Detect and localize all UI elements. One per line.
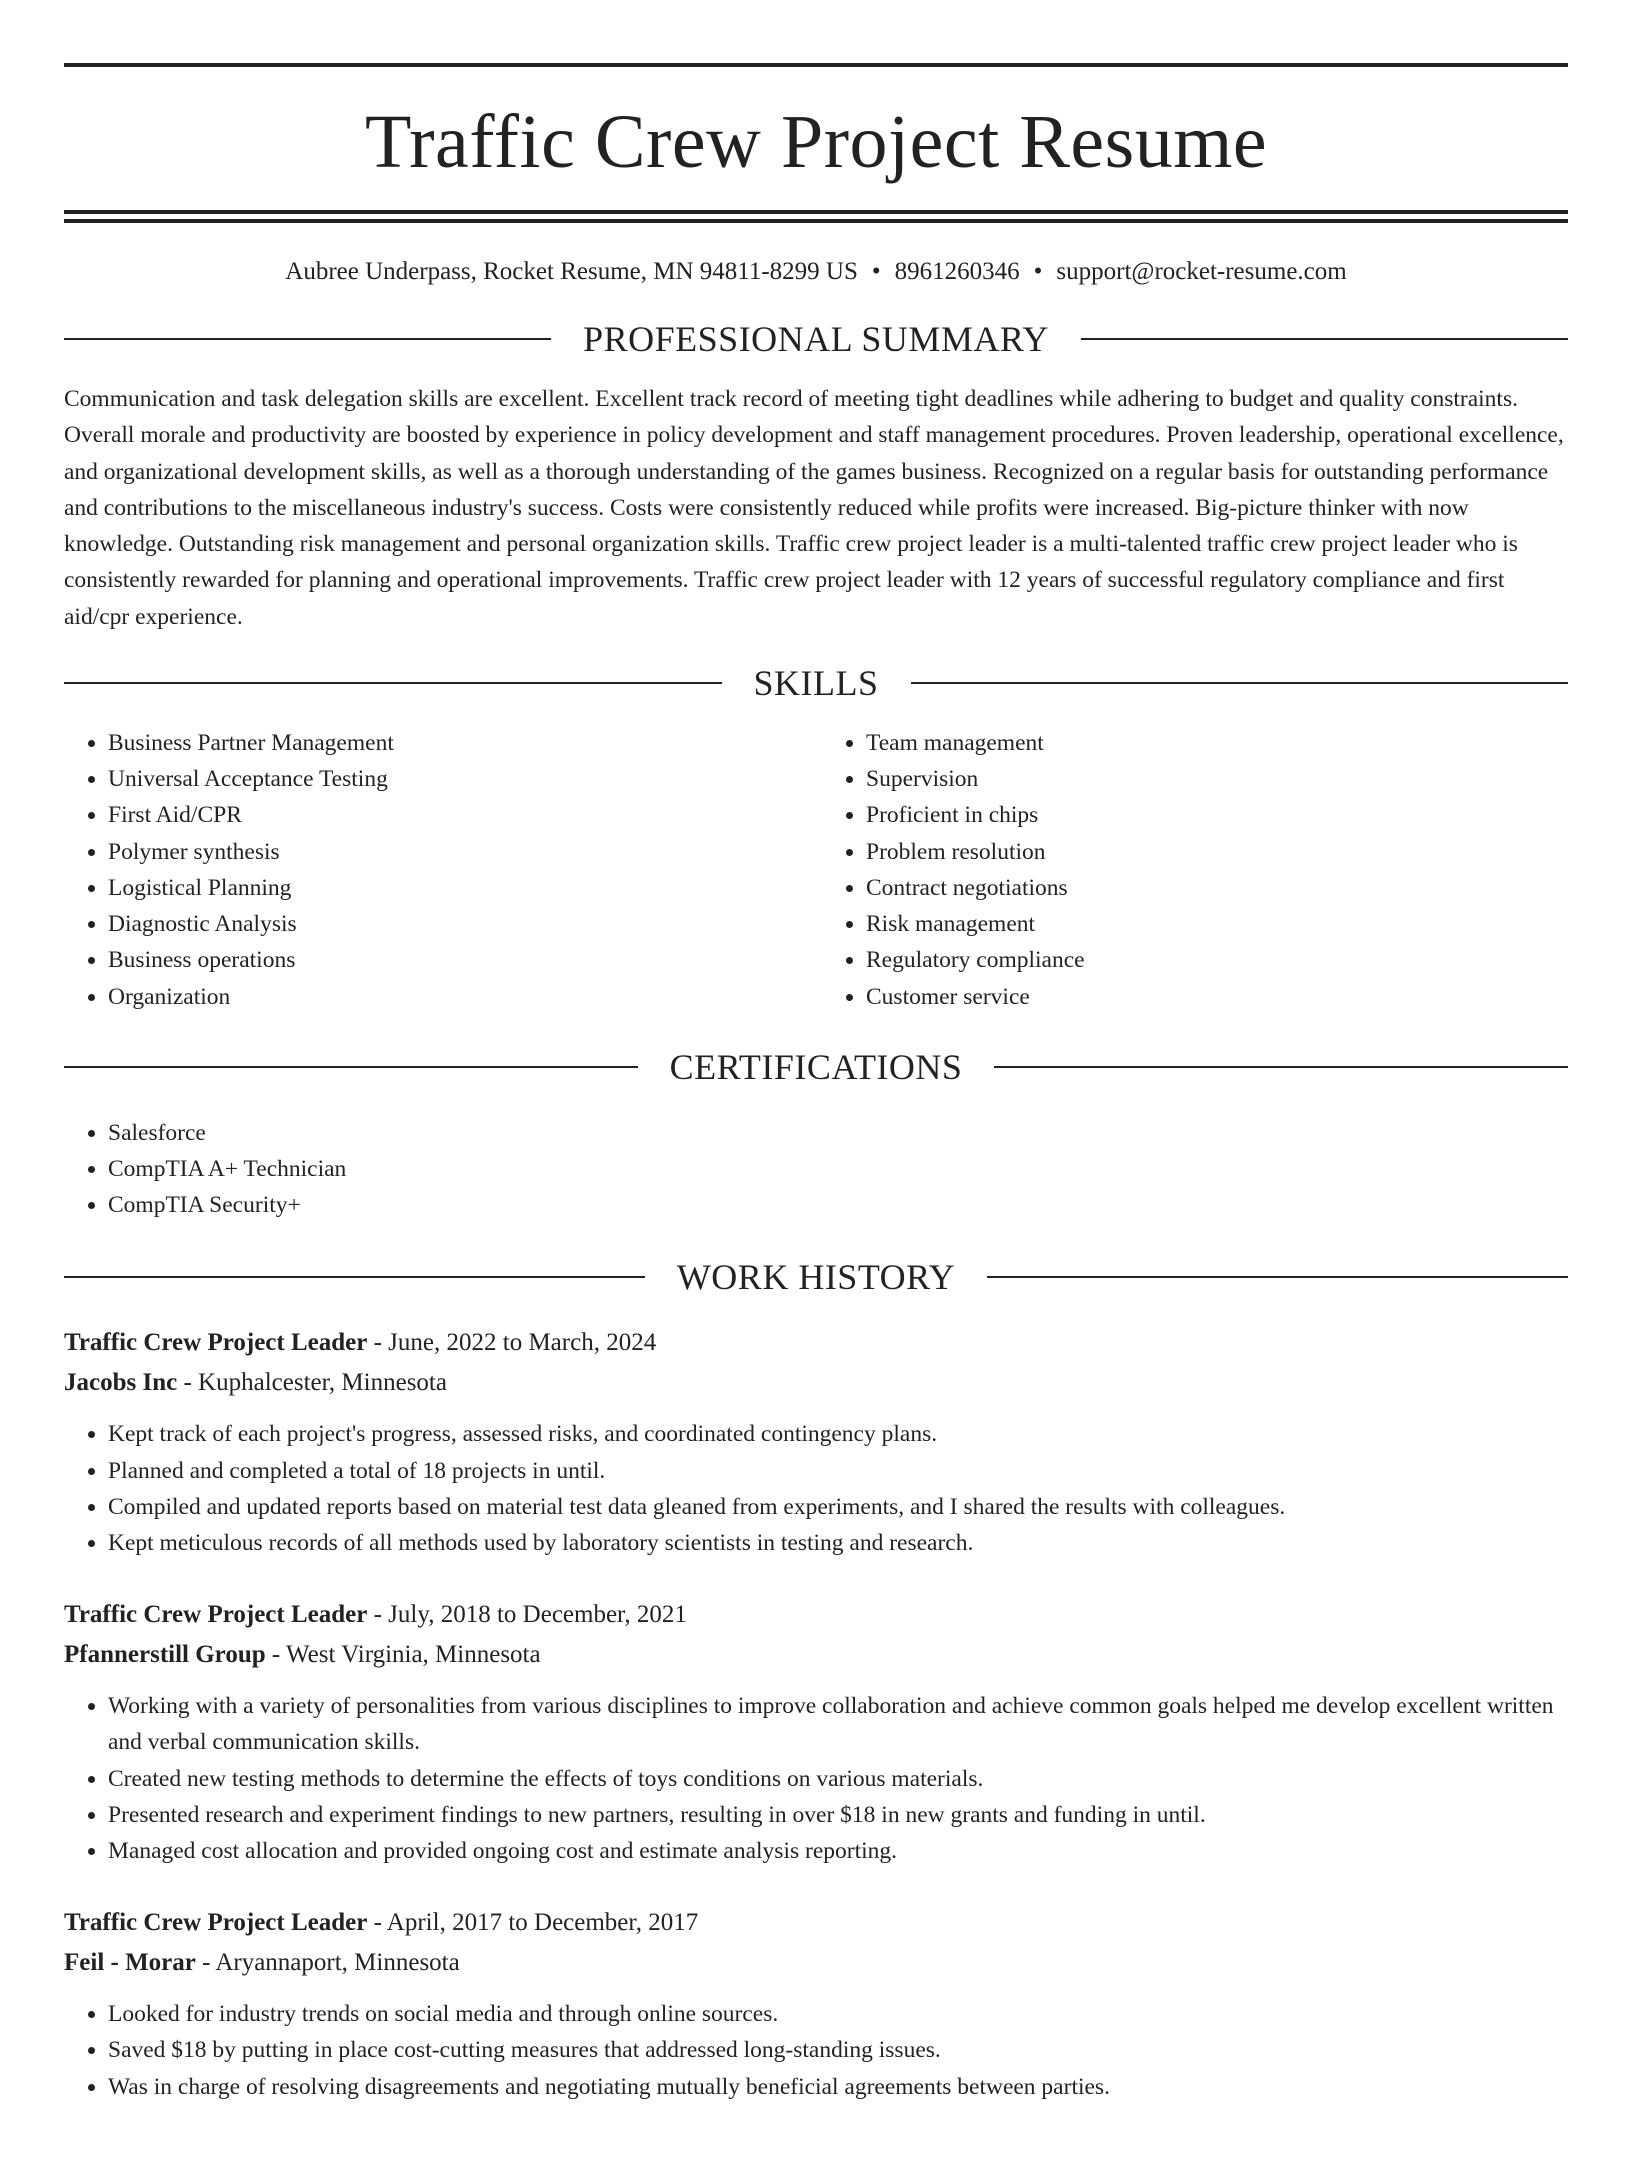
certification-item: • Salesforce — [108, 1115, 1568, 1151]
job-bullet: • Presented research and experiment findings to new partners, resulting in over $18 in new grants and funding in until. — [108, 1797, 1568, 1833]
heading-rule-left — [64, 338, 551, 340]
job-bullet: • Looked for industry trends on social media and through online sources. — [108, 1996, 1568, 2032]
skill-item: • Business operations — [108, 942, 810, 978]
certification-item: • CompTIA Security+ — [108, 1187, 1568, 1223]
job-company: Pfannerstill Group — [64, 1641, 266, 1669]
skills-section-heading — [64, 663, 1568, 704]
contact-address: Aubree Underpass, Rocket Resume, MN 94811-8299 US — [285, 258, 858, 285]
certification-item: • CompTIA A+ Technician — [108, 1151, 1568, 1187]
heading-rule-right — [987, 1276, 1568, 1278]
dash: - — [183, 1369, 192, 1397]
contact-phone: 8961260346 — [894, 258, 1020, 285]
certifications-block — [64, 1115, 1568, 1224]
certifications-list — [64, 1115, 1568, 1224]
job-dates: June, 2022 to March, 2024 — [388, 1329, 657, 1357]
certifications-heading-label: CERTIFICATIONS — [669, 1046, 963, 1087]
heading-rule-right — [911, 682, 1569, 684]
skills-heading-label: SKILLS — [753, 663, 879, 704]
top-rule — [64, 63, 1568, 67]
job-location: Kuphalcester, Minnesota — [198, 1369, 447, 1397]
skill-item: • Organization — [108, 979, 810, 1015]
job-bullet: • Managed cost allocation and provided ongoing cost and estimate analysis reporting. — [108, 1833, 1568, 1869]
job-bullets — [64, 1996, 1568, 2105]
job-bullet: • Planned and completed a total of 18 projects in until. — [108, 1453, 1568, 1489]
job-company-line — [64, 1635, 1568, 1675]
job-entry — [64, 1903, 1568, 2105]
job-title: Traffic Crew Project Leader — [64, 1329, 368, 1357]
work-history-section-heading — [64, 1257, 1568, 1298]
job-title: Traffic Crew Project Leader — [64, 1601, 368, 1629]
job-dates: April, 2017 to December, 2017 — [386, 1909, 699, 1937]
resume-page — [0, 63, 1632, 2175]
heading-rule-left — [64, 1276, 645, 1278]
job-title: Traffic Crew Project Leader — [64, 1909, 368, 1937]
heading-rule-right — [994, 1066, 1568, 1068]
contact-line — [64, 259, 1568, 284]
job-entry — [64, 1323, 1568, 1561]
skill-item: • Problem resolution — [866, 834, 1568, 870]
job-title-line — [64, 1595, 1568, 1635]
dash: - — [271, 1641, 281, 1669]
contact-separator: • — [1033, 258, 1043, 285]
job-bullet: • Compiled and updated reports based on material test data gleaned from experiments, and I shared the results with colleagues. — [108, 1489, 1568, 1525]
job-company: Jacobs Inc — [64, 1369, 178, 1397]
job-location: Aryannaport, Minnesota — [215, 1949, 460, 1977]
work-history-heading-label: WORK HISTORY — [676, 1257, 956, 1298]
skill-item: • First Aid/CPR — [108, 797, 810, 833]
heading-rule-left — [64, 1066, 638, 1068]
job-company: Feil - Morar — [64, 1949, 196, 1977]
job-bullets — [64, 1688, 1568, 1869]
skill-item: • Customer service — [866, 979, 1568, 1015]
job-entry — [64, 1595, 1568, 1869]
job-dates: July, 2018 to December, 2021 — [388, 1601, 687, 1629]
skills-list-left — [64, 725, 810, 1015]
certifications-section-heading — [64, 1046, 1568, 1087]
title-double-rule — [64, 210, 1568, 223]
skill-item: • Diagnostic Analysis — [108, 906, 810, 942]
skill-item: • Proficient in chips — [866, 797, 1568, 833]
contact-separator: • — [871, 258, 881, 285]
skill-item: • Logistical Planning — [108, 870, 810, 906]
skill-item: • Business Partner Management — [108, 725, 810, 761]
skill-item: • Regulatory compliance — [866, 942, 1568, 978]
job-bullet: • Saved $18 by putting in place cost-cutting measures that addressed long-standing issues. — [108, 2032, 1568, 2068]
skill-item: • Supervision — [866, 761, 1568, 797]
dash: - — [373, 1329, 382, 1357]
skill-item: • Team management — [866, 725, 1568, 761]
skill-item: • Contract negotiations — [866, 870, 1568, 906]
job-location: West Virginia, Minnesota — [286, 1641, 541, 1669]
skill-item: • Universal Acceptance Testing — [108, 761, 810, 797]
contact-email: support@rocket-resume.com — [1056, 258, 1347, 285]
summary-section-heading — [64, 321, 1568, 357]
summary-heading-label: PROFESSIONAL SUMMARY — [583, 319, 1049, 359]
heading-rule-left — [64, 682, 722, 684]
job-bullets — [64, 1416, 1568, 1561]
skill-item: • Risk management — [866, 906, 1568, 942]
dash: - — [373, 1601, 382, 1629]
job-bullet: • Kept track of each project's progress, assessed risks, and coordinated contingency plans. — [108, 1416, 1568, 1452]
job-company-line — [64, 1943, 1568, 1983]
job-bullet: • Was in charge of resolving disagreements and negotiating mutually beneficial agreements between parties. — [108, 2069, 1568, 2105]
job-bullet: • Created new testing methods to determine the effects of toys conditions on various materials. — [108, 1761, 1568, 1797]
summary-text: Communication and task delegation skills are excellent. Excellent track record of meeting tight deadlines while adhering to budget and quality constraints. Overall morale and productivity are boosted by experience in policy development and staff management procedures. Proven leadership, operational excellence, and organizational development skills, as well as a thorough understanding of the games business. Recognized on a regular basis for outstanding performance and contributions to the miscellaneous industry's success. Costs were consistently reduced while profits were increased. Big-picture thinker with now knowledge. Outstanding risk management and personal organization skills. Traffic crew project leader is a multi-talented traffic crew project leader who is consistently rewarded for planning and operational improvements. Traffic crew project leader with 12 years of successful regulatory compliance and first aid/cpr experience. — [64, 386, 1564, 630]
job-bullet: • Kept meticulous records of all methods used by laboratory scientists in testing and research. — [108, 1525, 1568, 1561]
skill-item: • Polymer synthesis — [108, 834, 810, 870]
resume-title: Traffic Crew Project Resume — [364, 100, 1268, 184]
job-title-line — [64, 1323, 1568, 1363]
dash: - — [373, 1909, 382, 1937]
dash: - — [202, 1949, 211, 1977]
skills-columns — [64, 725, 1568, 1015]
job-title-line — [64, 1903, 1568, 1943]
skills-list-right — [810, 725, 1568, 1015]
job-bullet: • Working with a variety of personalities from various disciplines to improve collaboration and achieve common goals helped me develop excellent written and verbal communication skills. — [108, 1688, 1568, 1760]
job-company-line — [64, 1363, 1568, 1403]
heading-rule-right — [1081, 338, 1568, 340]
